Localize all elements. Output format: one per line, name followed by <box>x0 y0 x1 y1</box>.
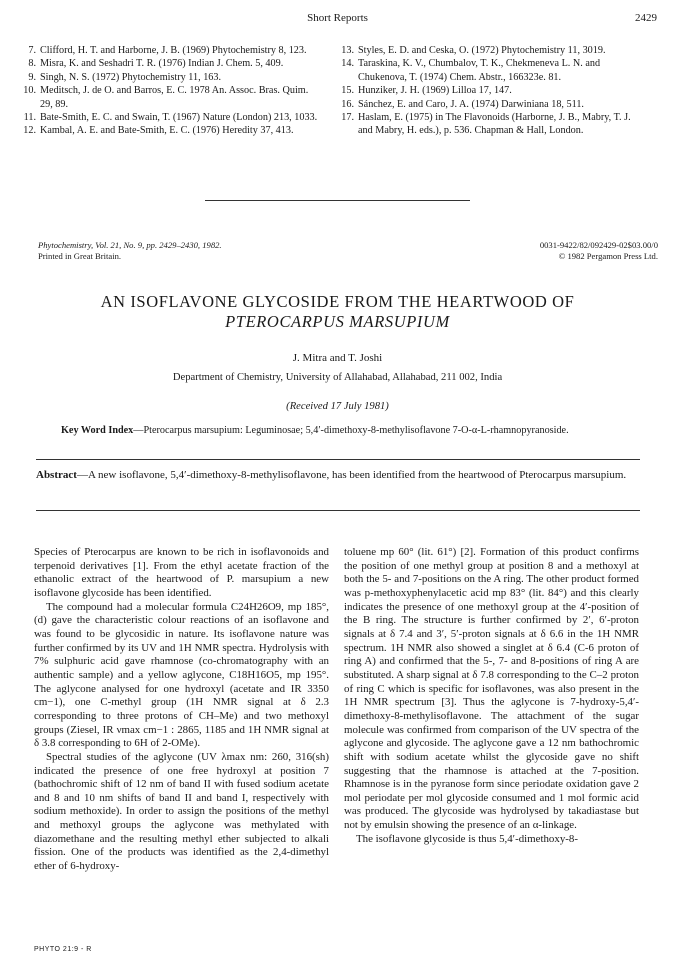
keyword-label: Key Word Index <box>61 425 134 436</box>
body-paragraph: The isoflavone glycoside is thus 5,4′-dimethoxy-8- <box>356 832 578 845</box>
body-paragraph: The compound had a molecular formula C24H26O9, mp 185°, (d) gave the characteristic colour reactions of an isoflavone and was found to be glycosidic in nature. Its isoflavone nature was further confirmed by its UV and 1H NMR spectra. Hydrolysis with 7% sulphuric acid gave rhamnose (co-chromatography with an authentic sample) and a yellow aglycone, C18H16O5, mp 195°. The aglycone analysed for one hydroxyl (acetate and IR 3350 cm−1), one C-methyl group (1H NMR signal at δ 2.3 corresponding to three protons of CH–Me) and two methoxyl groups (Ziesel, IR νmax cm−1 : 2865, 1185 and 1H NMR signal at δ 3.8 corresponding to 6H of 2-OMe). <box>34 600 329 750</box>
title-line-1: AN ISOFLAVONE GLYCOSIDE FROM THE HEARTWOOD OF <box>100 292 575 311</box>
body-paragraph: toluene mp 60° (lit. 61°) [2]. Formation of this product confirms the position of one methyl group at position 8 and a methoxyl at both the 5- and 7-positions on the A ring. The other product formed was p-methoxyphenylacetic acid mp 83° (lit. 84°) and this clearly indicates the presence of one methoxyl group at the 4′-position of the B ring. The structure is further confirmed by 2′, 6′-proton signals at δ 7.4 and 3′, 5′-proton signals at δ 6.6 in the 1H NMR spectrum. 1H NMR also showed a singlet at δ 6.4 (C-6 proton of ring A) and confirmed that the 5-, 7- and 8-positions of ring A are substituted. A sharp signal at δ 7.8 corresponding to the C–2 proton of ring C which is specific for isoflavones, was also present in the 1H NMR spectrum [3]. Thus the aglycone is 7-hydroxy-5,4′-dimethoxy-8-methylisoflavone. The attachment of the sugar molecule was confirmed from comparison of the UV spectra of the aglycone and glycoside. The aglycone gave a 12 nm bathochromic shift with sodium acetate whilst the glycoside gave no shift suggesting that the rhamnose is attached at the 7-position. Rhamnose is in the pyranose form since periodate oxidation gave 2 mol periodate per mol glycoside consumed and 1 mol formic acid was produced. The glycoside was hydrolysed by takadiastase but not by emulsin showing the presence of an α-linkage. <box>344 546 639 832</box>
journal-citation: Phytochemistry, Vol. 21, No. 9, pp. 2429–2430, 1982. Printed in Great Britain. <box>38 240 222 261</box>
abstract-text: —A new isoflavone, 5,4′-dimethoxy-8-methylisoflavone, has been identified from the heartwood of Pterocarpus marsupium. <box>76 469 627 481</box>
section-divider <box>205 200 470 201</box>
abstract-top-rule <box>36 459 640 460</box>
running-head-section: Short Reports <box>307 12 368 24</box>
copyright-notice: 0031-9422/82/092429-02$03.00/0 © 1982 Pergamon Press Ltd. <box>539 240 658 261</box>
reference-item: 11. Bate-Smith, E. C. and Swain, T. (1967) Nature (London) 213, 1033. <box>23 112 318 124</box>
reference-item: 9. Singh, N. S. (1972) Phytochemistry 11, 163. <box>28 71 222 83</box>
reference-item: 14. Taraskina, K. V., Chumbalov, T. K., Chekmeneva L. N. and Chukenova, T. (1974) Chem. Abstr., 166323e. 81. <box>341 58 601 83</box>
affiliation: Department of Chemistry, University of Allahabad, Allahabad, 211 002, India <box>172 372 503 383</box>
running-head <box>0 12 675 26</box>
keyword-text: —Pterocarpus marsupium: Leguminosae; 5,4′-dimethoxy-8-methylisoflavone 7-O-α-L-rhamnopyranoside. <box>133 425 569 436</box>
article-title <box>20 292 655 332</box>
page-number: 2429 <box>635 12 657 24</box>
abstract <box>36 468 636 483</box>
reference-item: 7. Clifford, H. T. and Harborne, J. B. (1969) Phytochemistry 8, 123. <box>28 45 307 56</box>
reference-item: 17. Haslam, E. (1975) in The Flavonoids (Harborne, J. B., Mabry, T. J. and Mabry, H. eds.), p. 536. Chapman & Hall, London. <box>341 112 631 137</box>
reference-column-left <box>18 44 323 138</box>
received-date: (Received 17 July 1981) <box>286 401 389 412</box>
body-column-right <box>344 546 639 846</box>
reference-item: 13. Styles, E. D. and Ceska, O. (1972) Phytochemistry 11, 3019. <box>341 45 606 56</box>
abstract-label: Abstract <box>36 469 77 481</box>
reference-item: 16. Sánchez, E. and Caro, J. A. (1974) Darwiniana 18, 511. <box>341 98 584 110</box>
body-paragraph: Spectral studies of the aglycone (UV λmax nm: 260, 316(sh) indicated the presence of one free hydroxyl at position 7 (bathochromic shift of 12 nm of band II with fused sodium acetate and 8 and 10 nm shifts of band II and band I, respectively with sodium methoxide). In order to assign the positions of the methyl and methoxyl groups the aglycone was methylated with diazomethane and the resulting methyl ether subjected to alkali fission. One of the products was identified as the 2,4-dimethyl ether of 6-hydroxy- <box>34 750 329 873</box>
reference-column-right <box>336 44 641 138</box>
title-line-2: PTEROCARPUS MARSUPIUM <box>225 312 450 331</box>
reference-item: 12. Kambal, A. E. and Bate-Smith, E. C. (1976) Heredity 37, 413. <box>23 125 294 137</box>
reference-item: 8. Misra, K. and Seshadri T. R. (1976) Indian J. Chem. 5, 409. <box>28 58 284 70</box>
body-column-left <box>34 546 329 874</box>
reference-item: 10. Meditsch, J. de O. and Barros, E. C. 1978 An. Assoc. Bras. Quim. 29, 89. <box>23 85 309 110</box>
keyword-index <box>61 424 621 438</box>
body-paragraph: Species of Pterocarpus are known to be rich in isoflavonoids and terpenoid derivatives [1]. From the ethyl acetate fraction of the ethanolic extract of the heartwood of P. marsupium a new isoflavone glycoside has been identified. <box>34 546 329 599</box>
authors: J. Mitra and T. Joshi <box>292 352 383 364</box>
footer-code: PHYTO 21:9 - R <box>34 946 92 953</box>
reference-item: 15. Hunziker, J. H. (1969) Lilloa 17, 147. <box>341 85 512 97</box>
abstract-bottom-rule <box>36 510 640 511</box>
